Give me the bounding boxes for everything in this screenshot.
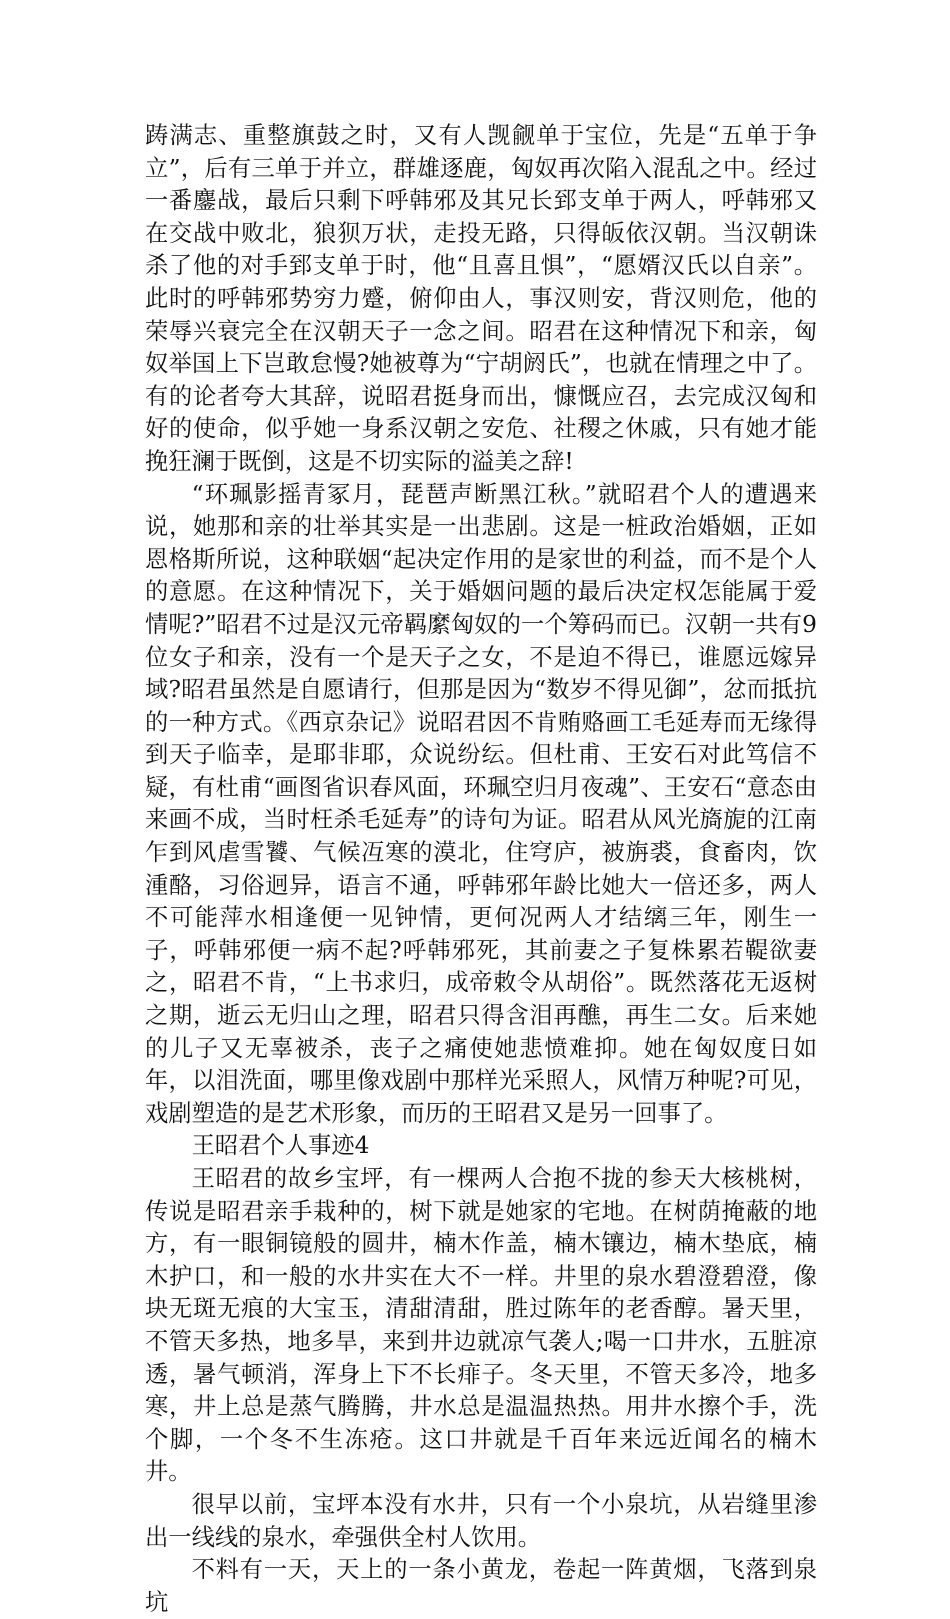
paragraph-continuation: 踌满志、重整旗鼓之时，又有人觊觎单于宝位，先是“五单于争立”，后有三单于并立，群雄逐鹿，匈奴再次陷入混乱之中。经过一番鏖战，最后只剩下呼韩邪及其兄长郅支单于两人，呼韩邪又在交战中败北，狼狈万状，走投无路，只得皈依汉朝。当汉朝诛杀了他的对手郅支单于时，他“且喜且惧”，“愿婿汉氏以自亲”。此时的呼韩邪势穷力蹙，俯仰由人，事汉则安，背汉则危，他的荣辱兴衰完全在汉朝天子一念之间。昭君在这种情况下和亲，匈奴举国上下岂敢怠慢?她被尊为“宁胡阏氏”，也就在情理之中了。有的论者夸大其辞，说昭君挺身而出，慷慨应召，去完成汉匈和好的使命，似乎她一身系汉朝之安危、社稷之休戚，只有她才能挽狂澜于既倒，这是不切实际的溢美之辞! <box>145 122 817 475</box>
paragraph-spring: 很早以前，宝坪本没有水井，只有一个小泉坑，从岩缝里渗出一线线的泉水，牵强供全村人饮用。 <box>145 1490 817 1551</box>
body-text <box>145 120 817 1619</box>
paragraph-dragon: 不料有一天，天上的一条小黄龙，卷起一阵黄烟，飞落到泉坑 <box>145 1556 817 1616</box>
section-heading: 王昭君个人事迹4 <box>191 1132 370 1160</box>
paragraph-well: 王昭君的故乡宝坪，有一棵两人合抱不拢的参天大核桃树，传说是昭君亲手栽种的，树下就是她家的宅地。在树荫掩蔽的地方，有一眼铜镜般的圆井，楠木作盖，楠木镶边，楠木垫底，楠木护口，和一般的水井实在大不一样。井里的泉水碧澄碧澄，像块无斑无痕的大宝玉，清甜清甜，胜过陈年的老香醇。暑天里，不管天多热，地多旱，来到井边就凉气袭人;喝一口井水，五脏凉透，暑气顿消，浑身上下不长痱子。冬天里，不管天多冷，地多寒，井上总是蒸气腾腾，井水总是温温热热。用井水擦个手，洗个脚，一个冬不生冻疮。这口井就是千百年来远近闻名的楠木井。 <box>145 1165 817 1486</box>
paragraph-tragedy: “环珮影摇青冢月，琵琶声断黑江秋。”就昭君个人的遭遇来说，她那和亲的壮举其实是一出悲剧。这是一桩政治婚姻，正如恩格斯所说，这种联姻“起决定作用的是家世的利益，而不是个人的意愿。在这种情况下，关于婚姻问题的最后决定权怎能属于爱情呢?”昭君不过是汉元帝羁縻匈奴的一个筹码而已。汉朝一共有9位女子和亲，没有一个是天子之女，不是迫不得已，谁愿远嫁异域?昭君虽然是自愿请行，但那是因为“数岁不得见御”，忿而抵抗的一种方式。《西京杂记》说昭君因不肯贿赂画工毛延寿而无缘得到天子临幸，是耶非耶，众说纷纭。但杜甫、王安石对此笃信不疑，有杜甫“画图省识春风面，环珮空归月夜魂”、王安石“意态由来画不成，当时枉杀毛延寿”的诗句为证。昭君从风光旖旎的江南乍到风虐雪饕、气候冱寒的漠北，住穹庐，被旃裘，食畜肉，饮湩酪，习俗迥异，语言不通，呼韩邪年龄比她大一倍还多，两人不可能萍水相逢便一见钟情，更何况两人才结缡三年，刚生一子，呼韩邪便一病不起?呼韩邪死，其前妻之子复株累若鞮欲妻之，昭君不肯，“上书求归，成帝敕令从胡俗”。既然落花无返树之期，逝云无归山之理，昭君只得含泪再醮，再生二女。后来她的儿子又无辜被杀，丧子之痛使她悲愤难抑。她在匈奴度日如年，以泪洗面，哪里像戏剧中那样光采照人，风情万种呢?可见，戏剧塑造的是艺术形象，而历的王昭君又是另一回事了。 <box>145 480 817 1127</box>
